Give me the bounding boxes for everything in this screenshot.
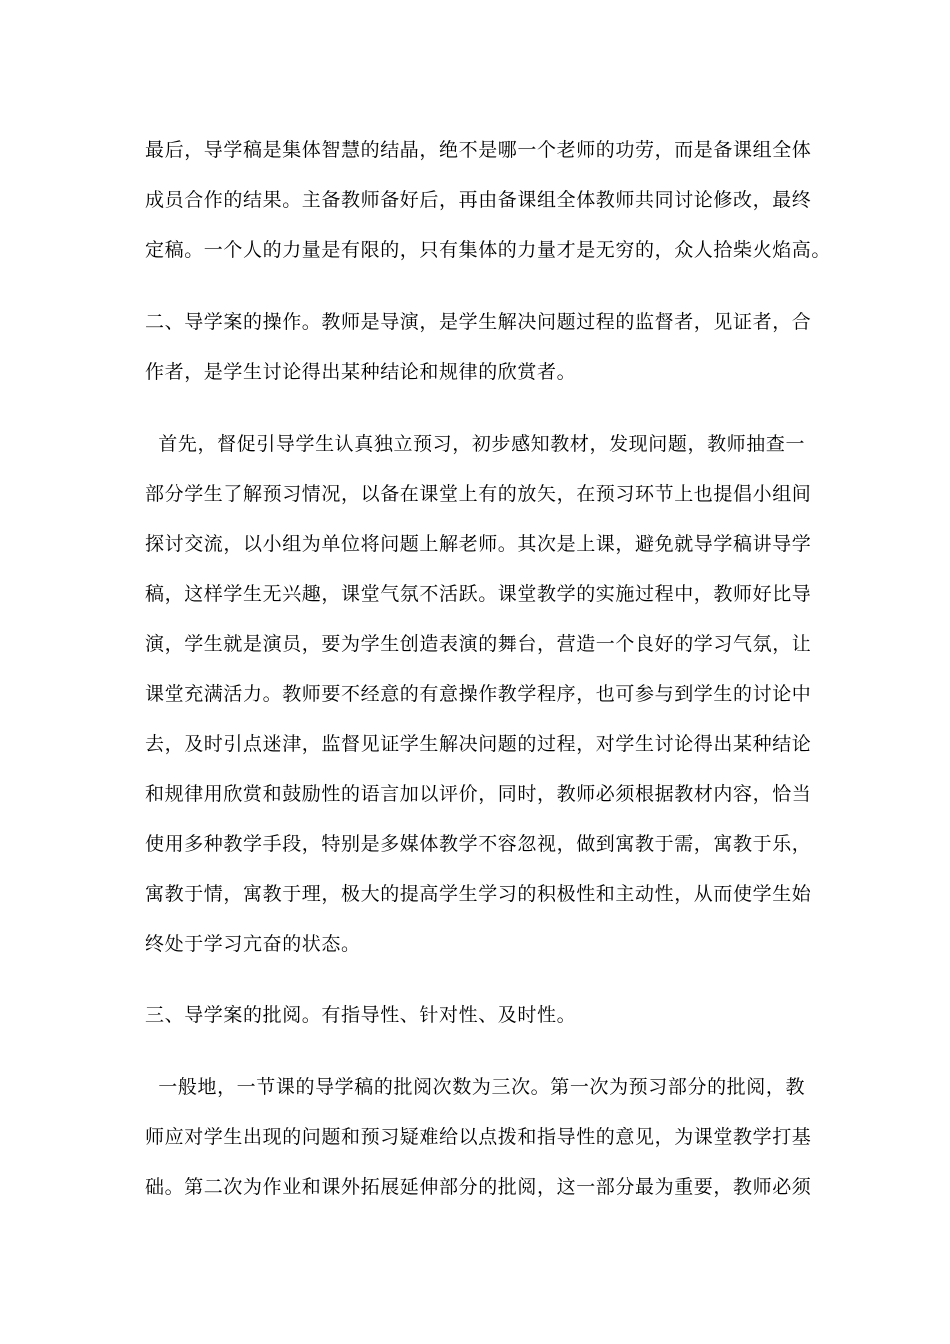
text-line: 定稿。一个人的力量是有限的，只有集体的力量才是无穷的，众人拾柴火焰高。 — [145, 239, 832, 261]
section-heading-line: 三、导学案的批阅。有指导性、针对性、及时性。 — [145, 1004, 577, 1026]
text-line: 终处于学习亢奋的状态。 — [145, 933, 361, 955]
text-line: 师应对学生出现的问题和预习疑难给以点拨和指导性的意见，为课堂教学打基 — [145, 1126, 812, 1148]
text-line: 成员合作的结果。主备教师备好后，再由备课组全体教师共同讨论修改，最终 — [145, 189, 812, 211]
text-line: 去，及时引点迷津，监督见证学生解决问题的过程，对学生讨论得出某种结论 — [145, 733, 812, 755]
section-heading-line: 二、导学案的操作。教师是导演，是学生解决问题过程的监督者，见证者，合 — [145, 311, 812, 333]
text-line: 最后，导学稿是集体智慧的结晶，绝不是哪一个老师的功劳，而是备课组全体 — [145, 139, 812, 161]
text-line: 探讨交流，以小组为单位将问题上解老师。其次是上课，避免就导学稿讲导学 — [145, 533, 812, 555]
text-line: 部分学生了解预习情况，以备在课堂上有的放矢，在预习环节上也提倡小组间 — [145, 483, 812, 505]
text-line: 演，学生就是演员，要为学生创造表演的舞台，营造一个良好的学习气氛，让 — [145, 633, 812, 655]
text-line: 首先，督促引导学生认真独立预习，初步感知教材，发现问题，教师抽查一 — [145, 433, 806, 455]
text-line: 一般地，一节课的导学稿的批阅次数为三次。第一次为预习部分的批阅，教 — [145, 1076, 806, 1098]
text-line: 课堂充满活力。教师要不经意的有意操作教学程序，也可参与到学生的讨论中 — [145, 683, 812, 705]
text-line: 作者，是学生讨论得出某种结论和规律的欣赏者。 — [145, 361, 577, 383]
text-line: 稿，这样学生无兴趣，课堂气氛不活跃。课堂教学的实施过程中，教师好比导 — [145, 583, 812, 605]
text-line: 使用多种教学手段，特别是多媒体教学不容忽视，做到寓教于需，寓教于乐， — [145, 833, 812, 855]
text-line: 寓教于情，寓教于理，极大的提高学生学习的积极性和主动性，从而使学生始 — [145, 883, 812, 905]
text-line: 础。第二次为作业和课外拓展延伸部分的批阅，这一部分最为重要，教师必须 — [145, 1176, 812, 1198]
text-line: 和规律用欣赏和鼓励性的语言加以评价，同时，教师必须根据教材内容，恰当 — [145, 783, 812, 805]
